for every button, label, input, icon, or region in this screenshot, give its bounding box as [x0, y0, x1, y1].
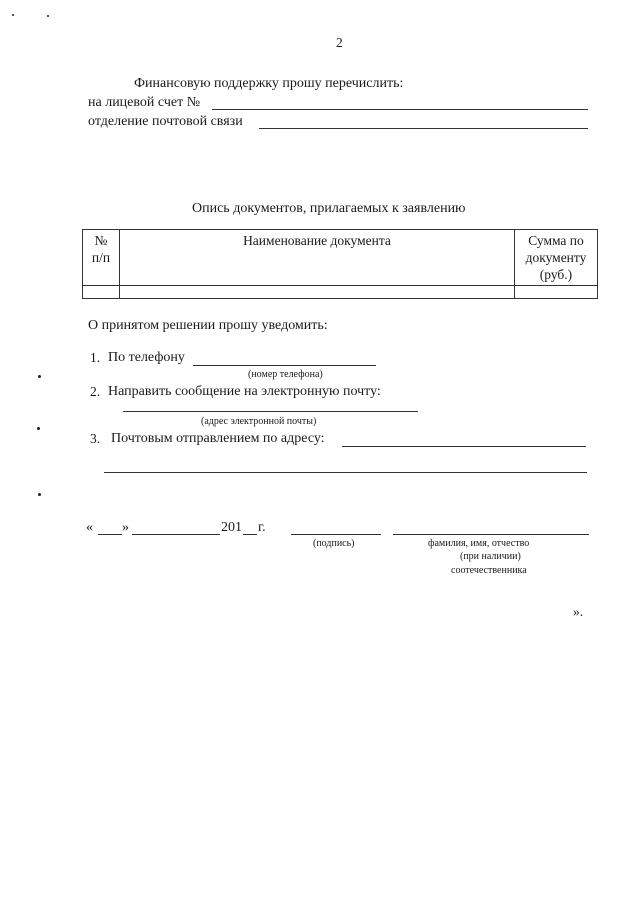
closing-quote: ». [573, 604, 584, 619]
column-sum-line2: документу [525, 250, 587, 265]
email-caption: (адрес электронной почты) [201, 416, 317, 427]
name-caption-line3: соотечественника [451, 565, 527, 576]
scan-speck [47, 15, 49, 17]
table-header-row [83, 230, 598, 286]
account-label: на лицевой счет № [88, 95, 201, 110]
name-caption-line2: (при наличии) [460, 551, 521, 562]
signature-field[interactable] [291, 534, 381, 535]
date-close-quote: » [122, 520, 129, 535]
date-year-suffix: г. [258, 520, 266, 535]
address-field-line2[interactable] [104, 472, 587, 473]
column-sum-line1: Сумма по [528, 233, 584, 248]
scan-speck [38, 375, 41, 378]
column-sum-line3: (руб.) [539, 267, 573, 282]
table-cell-sum[interactable] [515, 286, 598, 299]
table-row [83, 286, 598, 299]
phone-field[interactable] [193, 365, 376, 366]
account-number-field[interactable] [212, 109, 588, 110]
column-number-line2: п/п [91, 250, 111, 265]
column-number-header [83, 230, 120, 286]
inventory-title: Опись документов, прилагаемых к заявлению [192, 201, 466, 216]
inventory-table [82, 229, 598, 299]
post-office-label: отделение почтовой связи [88, 114, 243, 129]
signature-caption: (подпись) [313, 538, 355, 549]
name-caption-line1: фамилия, имя, отчество [428, 538, 530, 549]
phone-caption: (номер телефона) [248, 369, 323, 380]
column-name-label: Наименование документа [243, 233, 391, 248]
post-office-field[interactable] [259, 128, 588, 129]
date-year-field[interactable] [243, 534, 257, 535]
page-number: 2 [336, 35, 343, 50]
scan-speck [38, 493, 41, 496]
date-year-prefix: 201 [221, 520, 242, 535]
option1-number: 1. [90, 350, 101, 365]
table-cell-name[interactable] [120, 286, 515, 299]
date-open-quote: « [86, 520, 93, 535]
option2-label: Направить сообщение на электронную почту: [108, 384, 381, 399]
date-month-field[interactable] [132, 534, 220, 535]
column-number-line1: № [94, 233, 108, 248]
option3-number: 3. [90, 431, 101, 446]
option2-number: 2. [90, 384, 101, 399]
address-field-line1[interactable] [342, 446, 586, 447]
option1-label: По телефону [108, 350, 185, 365]
scan-speck [37, 427, 40, 430]
column-sum-header [515, 230, 598, 286]
scan-speck [12, 14, 14, 16]
column-name-header [120, 230, 515, 286]
table-cell-number[interactable] [83, 286, 120, 299]
option3-label: Почтовым отправлением по адресу: [111, 431, 325, 446]
email-field[interactable] [123, 411, 418, 412]
notify-intro: О принятом решении прошу уведомить: [88, 318, 328, 333]
date-day-field[interactable] [98, 534, 122, 535]
support-intro: Финансовую поддержку прошу перечислить: [134, 76, 404, 91]
full-name-field[interactable] [393, 534, 589, 535]
